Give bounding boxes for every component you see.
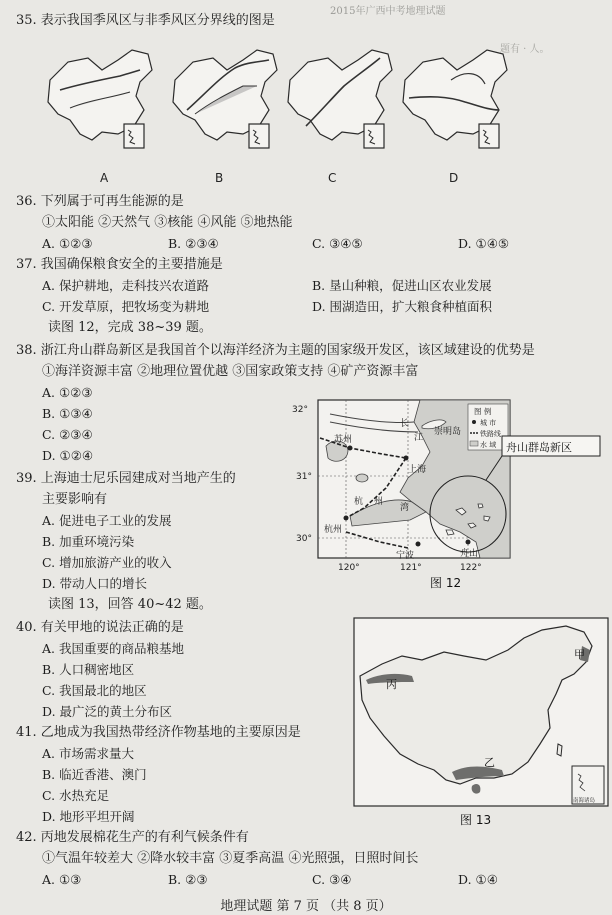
q36-stem: 36. 下列属于可再生能源的是 (16, 194, 184, 209)
q42-option-b: B. ②③ (168, 872, 208, 887)
q35-maps (40, 40, 540, 188)
place-wan: 湾 (400, 503, 410, 513)
option-label-a: A (100, 171, 109, 185)
q41-option-d: D. 地形平坦开阔 (42, 809, 135, 824)
q39-option-a: A. 促进电子工业的发展 (42, 513, 172, 528)
q40-option-d: D. 最广泛的黄土分布区 (42, 704, 173, 719)
q36-items: ①太阳能 ②天然气 ③核能 ④风能 ⑤地热能 (42, 215, 293, 230)
lon-121: 121° (400, 563, 422, 573)
q36-option-a: A. ①②③ (42, 236, 93, 251)
q37-option-c: C. 开发草原，把牧场变为耕地 (42, 299, 210, 314)
q39-option-d: D. 带动人口的增长 (42, 576, 148, 591)
lat-31: 31° (296, 472, 312, 482)
q42-option-d: D. ①④ (458, 872, 498, 887)
lat-30: 30° (296, 534, 312, 544)
lon-122: 122° (460, 563, 482, 573)
place-shanghai: 上海 (408, 465, 427, 475)
place-ningbo: 宁波 (396, 551, 415, 561)
figure-13-caption: 图 13 (460, 813, 492, 827)
q40-option-c: C. 我国最北的地区 (42, 683, 147, 698)
q39-stem-line2: 主要影响有 (42, 492, 108, 507)
read-fig12: 读图 12，完成 38~39 题。 (48, 320, 212, 335)
q37-option-d: D. 围湖造田，扩大粮食种植面积 (312, 299, 493, 314)
q37-stem: 37. 我国确保粮食安全的主要措施是 (16, 257, 223, 272)
inset-label: 南海诸岛 (573, 798, 596, 804)
callout-zhoushan: 舟山群岛新区 (506, 441, 572, 454)
q35-stem: 35. 表示我国季风区与非季风区分界线的图是 (16, 13, 275, 28)
q38-option-c: C. ②③④ (42, 427, 93, 442)
q40-option-a: A. 我国重要的商品粮基地 (42, 641, 184, 656)
place-jiang: 江 (414, 433, 424, 443)
option-label-b: B (215, 171, 224, 185)
legend-title: 图 例 (474, 407, 492, 416)
map-option-a (48, 50, 152, 185)
option-label-c: C (328, 171, 337, 185)
q39-option-b: B. 加重环境污染 (42, 534, 135, 549)
q37-option-b: B. 垦山种粮，促进山区农业发展 (312, 278, 492, 293)
map-option-d (403, 50, 507, 185)
q42-stem: 42. 丙地发展棉花生产的有利气候条件有 (16, 830, 249, 845)
figure-12-caption: 图 12 (430, 576, 462, 590)
place-hang: 杭 (354, 497, 364, 507)
place-chongming: 崇明岛 (434, 427, 462, 437)
place-zhoushan: 舟山 (460, 549, 479, 559)
figure-12-map (290, 392, 612, 592)
q42-option-c: C. ③④ (312, 872, 352, 887)
legend-railway: 铁路线 (480, 430, 501, 438)
label-bing: 丙 (386, 678, 397, 691)
legend-city: 城 市 (480, 419, 497, 427)
q38-option-d: D. ①②④ (42, 448, 94, 463)
bleed-text: 2015年广西中考地理试题 (330, 6, 446, 17)
lat-32: 32° (292, 405, 308, 415)
figure-13-map (352, 616, 612, 830)
q38-stem: 38. 浙江舟山群岛新区是我国首个以海洋经济为主题的国家级开发区，该区域建设的优势是 (16, 343, 535, 358)
q36-option-d: D. ①④⑤ (458, 236, 510, 251)
q41-option-a: A. 市场需求量大 (42, 746, 134, 761)
q39-stem-line1: 39. 上海迪士尼乐园建成对当地产生的 (16, 471, 236, 486)
q37-option-a: A. 保护耕地，走科技兴农道路 (42, 278, 209, 293)
q36-option-c: C. ③④⑤ (312, 236, 363, 251)
legend-water: 水 域 (480, 441, 497, 449)
q41-option-b: B. 临近香港、澳门 (42, 767, 147, 782)
label-jia: 甲 (574, 648, 585, 661)
map-option-c (288, 50, 392, 185)
q36-option-b: B. ②③④ (168, 236, 219, 251)
q39-option-c: C. 增加旅游产业的收入 (42, 555, 172, 570)
q40-stem: 40. 有关甲地的说法正确的是 (16, 620, 184, 635)
option-label-d: D (449, 171, 459, 185)
place-chang: 长 (400, 419, 410, 429)
lon-120: 120° (338, 563, 360, 573)
q40-option-b: B. 人口稠密地区 (42, 662, 135, 677)
q38-items: ①海洋资源丰富 ②地理位置优越 ③国家政策支持 ④矿产资源丰富 (42, 364, 419, 379)
label-yi: 乙 (484, 756, 495, 769)
place-suzhou: 苏州 (334, 435, 353, 445)
q38-option-b: B. ①③④ (42, 406, 93, 421)
bleed-text: 题有 · 人。 (500, 44, 550, 55)
place-zhou: 州 (374, 497, 384, 507)
page-footer: 地理试题 第 7 页 （共 8 页） (220, 899, 392, 914)
q42-items: ①气温年较差大 ②降水较丰富 ③夏季高温 ④光照强，日照时间长 (42, 851, 419, 866)
q41-stem: 41. 乙地成为我国热带经济作物基地的主要原因是 (16, 725, 301, 740)
q38-option-a: A. ①②③ (42, 385, 93, 400)
read-fig13: 读图 13，回答 40~42 题。 (48, 597, 212, 612)
map-option-b (173, 50, 277, 185)
q42-option-a: A. ①③ (42, 872, 82, 887)
place-hangzhou: 杭州 (324, 525, 343, 535)
q41-option-c: C. 水热充足 (42, 788, 110, 803)
